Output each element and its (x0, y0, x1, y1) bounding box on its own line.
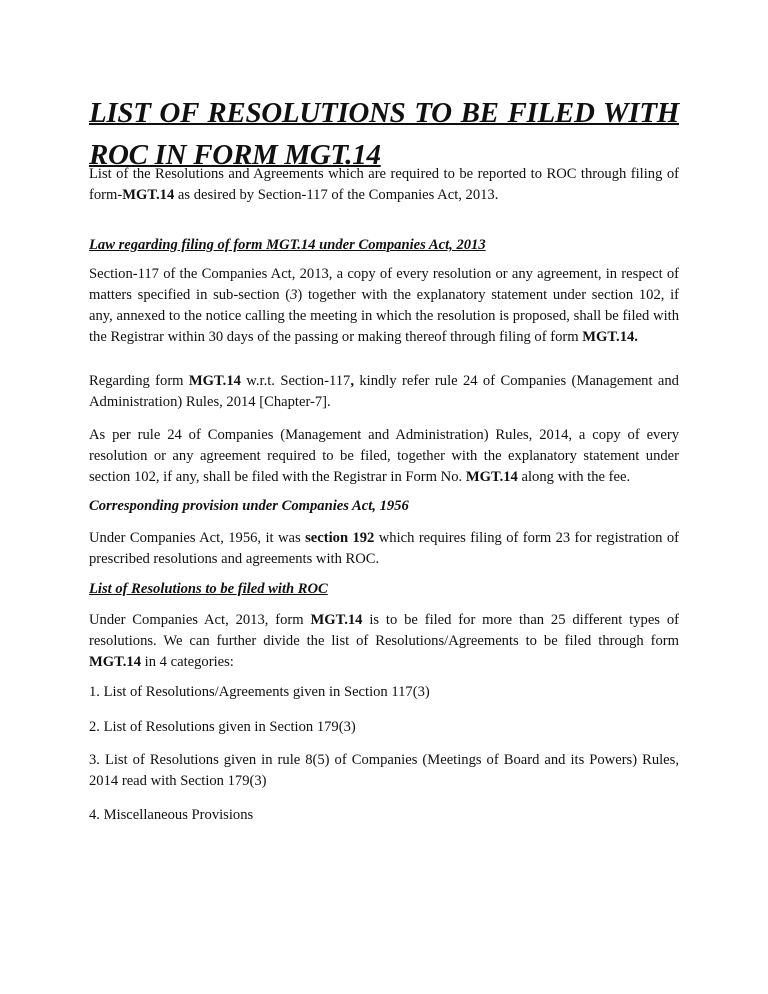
document-title-line-2: ROC IN FORM MGT.14 (89, 139, 381, 171)
category-item-3: 3. List of Resolutions given in rule 8(5) of Companies (Meetings of Board and its Powers) Rules, 2014 read with Section 179(3) (89, 752, 679, 789)
category-item-2: 2. List of Resolutions given in Section 179(3) (89, 719, 356, 735)
intro-paragraph: List of the Resolutions and Agreements which are required to be reported to ROC through filing of form-MGT.14 as desired by Section-117 of the Companies Act, 2013. (89, 166, 679, 203)
document-title-line-1: LIST OF RESOLUTIONS TO BE FILED WITH (89, 97, 679, 129)
list-paragraph: Under Companies Act, 2013, form MGT.14 is to be filed for more than 25 different types of resolutions. We can further divide the list of Resolutions/Agreements to be filed through form MGT.14 in 4 categories: (89, 612, 679, 670)
category-item-1: 1. List of Resolutions/Agreements given in Section 117(3) (89, 684, 430, 700)
paragraph-1956: Under Companies Act, 1956, it was section 192 which requires filing of form 23 for registration of prescribed resolutions and agreements with ROC. (89, 530, 679, 567)
rule-paragraph: As per rule 24 of Companies (Management and Administration) Rules, 2014, a copy of every resolution or any agreement required to be filed, together with the explanatory statement under section 102, if any, shall be filed with the Registrar in Form No. MGT.14 along with the fee. (89, 427, 679, 485)
law-paragraph: Section-117 of the Companies Act, 2013, a copy of every resolution or any agreement, in respect of matters specified in sub-section (3) together with the explanatory statement under section 102, if any, annexed to the notice calling the meeting in which the resolution is proposed, shall be filed with the Registrar within 30 days of the passing or making thereof through filing of form MGT.14. (89, 266, 679, 345)
regarding-paragraph: Regarding form MGT.14 w.r.t. Section-117, kindly refer rule 24 of Companies (Management and Administration) Rules, 2014 [Chapter-7]. (89, 373, 679, 410)
category-item-4: 4. Miscellaneous Provisions (89, 807, 254, 823)
heading-1956: Corresponding provision under Companies Act, 1956 (89, 498, 409, 514)
heading-law: Law regarding filing of form MGT.14 under Companies Act, 2013 (89, 237, 486, 253)
heading-list: List of Resolutions to be filed with ROC (89, 581, 328, 597)
